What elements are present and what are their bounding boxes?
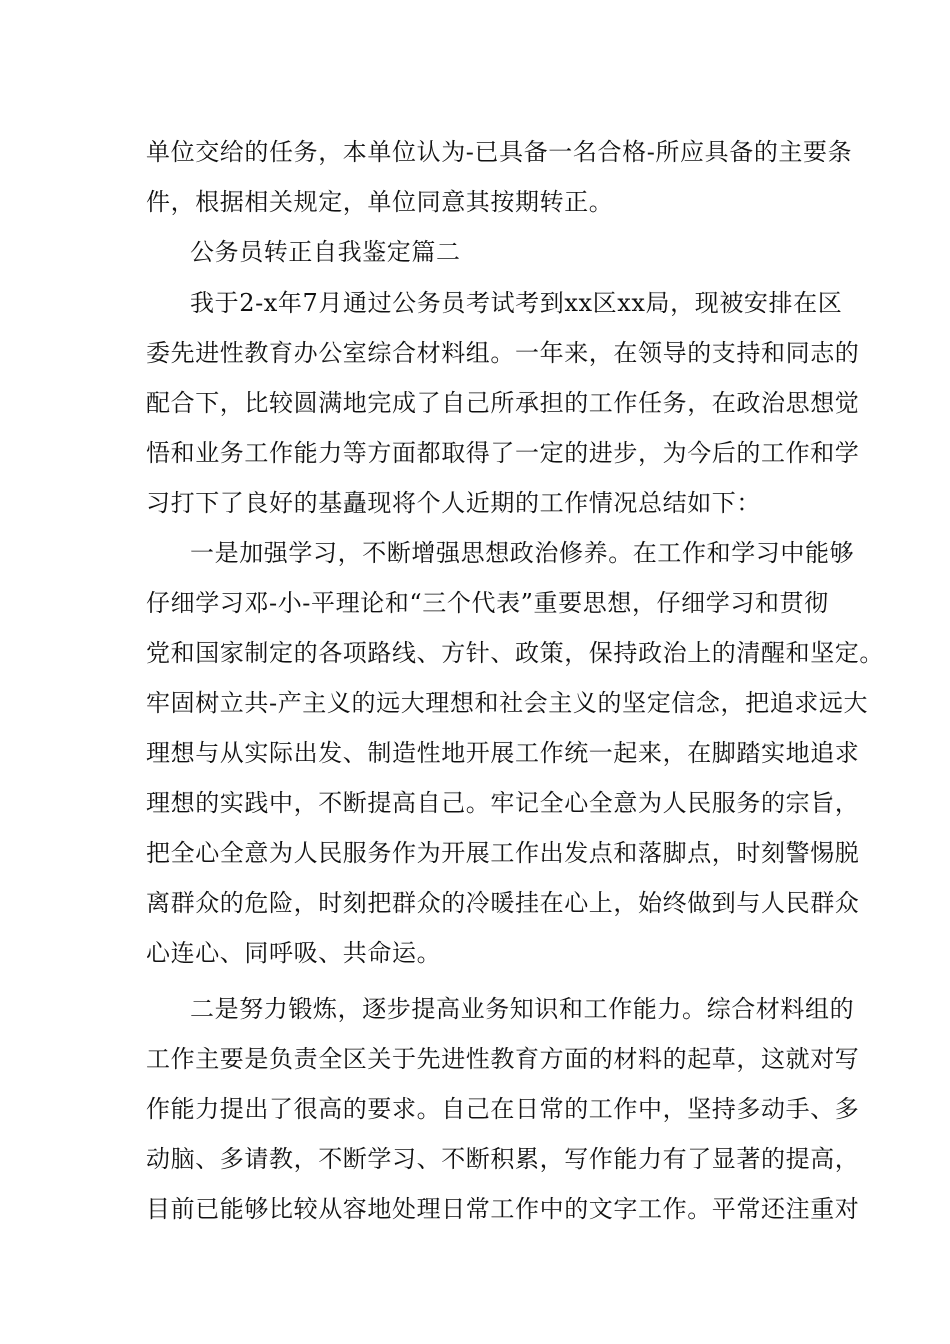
text-line: 习打下了良好的基矗现将个人近期的工作情况总结如下：: [146, 489, 761, 517]
text-line: 离群众的危险，时刻把群众的冷暖挂在心上，始终做到与人民群众: [146, 889, 860, 917]
text-line: 悟和业务工作能力等方面都取得了一定的进步，为今后的工作和学: [146, 439, 860, 467]
paragraph-first-line: 我于2-x年7月通过公务员考试考到xx区xx局，现被安排在区: [190, 289, 843, 317]
text-line: 仔细学习邓-小-平理论和“三个代表”重要思想，仔细学习和贯彻: [146, 589, 829, 617]
text-line: 党和国家制定的各项路线、方针、政策，保持政治上的清醒和坚定。: [146, 639, 884, 667]
text-line: 牢固树立共-产主义的远大理想和社会主义的坚定信念，把追求远大: [146, 689, 869, 717]
paragraph-first-line: 二是努力锻炼，逐步提高业务知识和工作能力。综合材料组的: [190, 995, 855, 1023]
text-line: 目前已能够比较从容地处理日常工作中的文字工作。平常还注重对: [146, 1195, 860, 1223]
text-line: 单位交给的任务，本单位认为-已具备一名合格-所应具备的主要条: [146, 138, 853, 166]
text-line: 作能力提出了很高的要求。自己在日常的工作中，坚持多动手、多: [146, 1095, 860, 1123]
section-heading: 公务员转正自我鉴定篇二: [190, 238, 461, 266]
text-line: 配合下，比较圆满地完成了自己所承担的工作任务，在政治思想觉: [146, 389, 860, 417]
text-line: 心连心、同呼吸、共命运。: [146, 939, 442, 967]
text-line: 委先进性教育办公室综合材料组。一年来，在领导的支持和同志的: [146, 339, 860, 367]
paragraph-first-line: 一是加强学习，不断增强思想政治修养。在工作和学习中能够: [190, 539, 855, 567]
text-line: 工作主要是负责全区关于先进性教育方面的材料的起草，这就对写: [146, 1045, 860, 1073]
text-line: 理想的实践中，不断提高自己。牢记全心全意为人民服务的宗旨，: [146, 789, 860, 817]
text-line: 把全心全意为人民服务作为开展工作出发点和落脚点，时刻警惕脱: [146, 839, 860, 867]
text-line: 理想与从实际出发、制造性地开展工作统一起来，在脚踏实地追求: [146, 739, 860, 767]
text-line: 件，根据相关规定，单位同意其按期转正。: [146, 188, 614, 216]
text-line: 动脑、多请教，不断学习、不断积累，写作能力有了显著的提高，: [146, 1145, 860, 1173]
